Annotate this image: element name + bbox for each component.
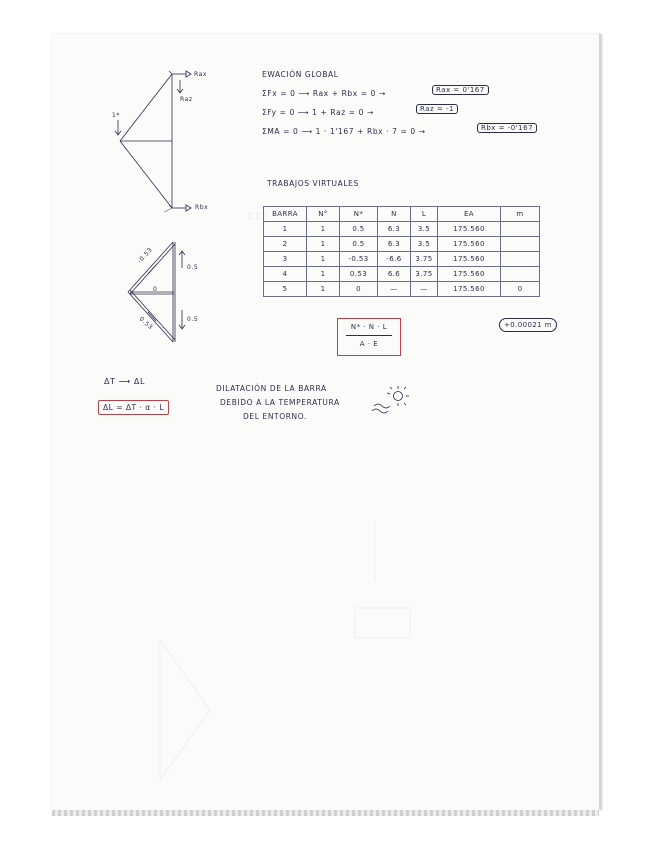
thermal-relation: ΔT ⟶ ΔL	[104, 377, 146, 386]
virtual-work-title: TRABAJOS VIRTUALES	[267, 179, 359, 188]
sun-icon	[370, 384, 414, 414]
reaction-label-rax: Rax	[194, 71, 208, 78]
cell	[501, 252, 540, 267]
cell: 3.5	[411, 222, 438, 237]
header-barra: BARRA	[264, 207, 307, 222]
table-row	[264, 252, 540, 267]
virtual-work-formula	[337, 318, 401, 356]
result-raz: Raz = -1	[416, 104, 458, 114]
cell: 5	[264, 282, 307, 297]
cell: 1	[307, 222, 340, 237]
cell: 0.5	[340, 222, 378, 237]
formula-numerator: N* · N · L	[350, 323, 388, 331]
cell: 175.560	[438, 252, 501, 267]
header-n-degree: N°	[307, 207, 340, 222]
cell: 0.53	[340, 267, 378, 282]
force-label-diagonal-bottom: 0.53	[137, 315, 155, 332]
truss-diagram-global	[100, 68, 230, 218]
cell: 3.75	[411, 252, 438, 267]
cell: 3	[264, 252, 307, 267]
cell: 0.5	[340, 237, 378, 252]
paper-edge	[52, 810, 599, 816]
result-rax: Rax = 0'167	[432, 85, 489, 95]
cell: 1	[307, 237, 340, 252]
thermal-note-line-1: DILATACIÓN DE LA BARRA	[216, 384, 327, 393]
cell: 3.75	[411, 267, 438, 282]
cell: 1	[264, 222, 307, 237]
cell: 0	[340, 282, 378, 297]
cell: 3.5	[411, 237, 438, 252]
cell: 1	[307, 252, 340, 267]
cell: 2	[264, 237, 307, 252]
cell: 1	[307, 267, 340, 282]
cell: 175.560	[438, 222, 501, 237]
formula-denominator: A · E	[359, 340, 379, 348]
header-ea: EA	[438, 207, 501, 222]
cell: 1	[307, 282, 340, 297]
cell	[501, 267, 540, 282]
force-label-vertical-top: 0.5	[187, 264, 199, 271]
force-label-horizontal: 0	[153, 286, 158, 293]
cell: 6.3	[378, 237, 411, 252]
cell: 175.560	[438, 282, 501, 297]
result-rbx: Rbx = -0'167	[477, 123, 537, 133]
header-m: m	[501, 207, 540, 222]
thermal-note-line-3: DEL ENTORNO.	[243, 412, 307, 421]
thermal-note-line-2: DEBIDO A LA TEMPERATURA	[220, 398, 340, 407]
displacement-result: +0.00021 m	[499, 318, 557, 332]
equation-sum-moments: ΣMA = 0 ⟶ 1 · 1'167 + Rbx · 7 = 0 →	[262, 127, 426, 136]
table-row	[264, 282, 540, 297]
bleed-through: ∑ ∑ ∑	[248, 212, 267, 220]
cell: -0.53	[340, 252, 378, 267]
force-label-diagonal-top: -0.53	[136, 246, 155, 265]
cell: 6.3	[378, 222, 411, 237]
fraction-bar	[346, 335, 392, 336]
header-n: N	[378, 207, 411, 222]
cell	[501, 237, 540, 252]
reaction-label-rbx: Rbx	[195, 204, 209, 211]
table-row	[264, 267, 540, 282]
force-label-vertical-bottom: 0.5	[187, 316, 199, 323]
reaction-label-raz: Raz	[180, 96, 193, 103]
truss-diagram-virtual	[120, 238, 200, 348]
header-l: L	[411, 207, 438, 222]
cell	[501, 222, 540, 237]
equation-sum-fx: ΣFx = 0 ⟶ Rax + Rbx = 0 →	[262, 89, 386, 98]
table-row	[264, 222, 540, 237]
cell: —	[411, 282, 438, 297]
cell: —	[378, 282, 411, 297]
cell: 0	[501, 282, 540, 297]
cell: -6.6	[378, 252, 411, 267]
bleed-through-shapes	[150, 520, 450, 790]
header-n-star: N*	[340, 207, 378, 222]
equation-sum-fy: ΣFy = 0 ⟶ 1 + Raz = 0 →	[262, 108, 374, 117]
thermal-formula: ΔL = ΔT · α · L	[98, 400, 169, 415]
cell: 4	[264, 267, 307, 282]
global-equation-title: EWACIÓN GLOBAL	[262, 70, 339, 79]
virtual-work-table	[263, 206, 540, 297]
load-label: 1*	[112, 112, 121, 119]
cell: 175.560	[438, 237, 501, 252]
cell: 6.6	[378, 267, 411, 282]
table-header-row	[264, 207, 540, 222]
cell: 175.560	[438, 267, 501, 282]
table-row	[264, 237, 540, 252]
